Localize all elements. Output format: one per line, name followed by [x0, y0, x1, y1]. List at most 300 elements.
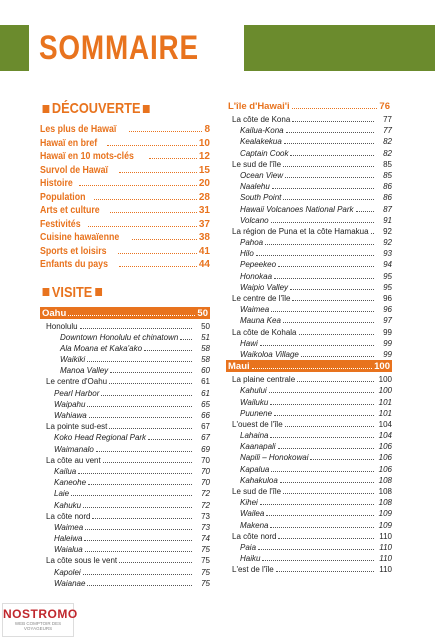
toc-row-page: 109: [378, 520, 392, 530]
maui-list: [226, 373, 392, 574]
leader-dots: [110, 204, 197, 213]
toc-row-page: 66: [201, 411, 210, 420]
toc-place[interactable]: [226, 147, 392, 158]
toc-entry-label: Les plus de Hawaï: [40, 124, 117, 135]
decouverte-list: [40, 123, 210, 272]
toc-row-label: Koko Head Regional Park: [54, 433, 147, 443]
leader-dots: [290, 281, 374, 290]
toc-place[interactable]: [40, 577, 210, 588]
toc-row-label: Hawi: [240, 338, 258, 348]
toc-row-page: 70: [201, 455, 210, 465]
toc-place[interactable]: [226, 552, 392, 563]
toc-row-page: 73: [201, 522, 210, 532]
section-oahu-page: 50: [197, 307, 208, 319]
toc-subsection[interactable]: [40, 320, 210, 331]
leader-dots: [301, 348, 374, 357]
toc-row-page: 100: [378, 386, 392, 396]
toc-place[interactable]: [226, 180, 392, 191]
leader-dots: [71, 487, 192, 496]
toc-entry-label: Survol de Hawaï: [40, 164, 108, 176]
toc-place[interactable]: [40, 443, 210, 454]
toc-row-page: 65: [201, 399, 210, 409]
toc-row-page: 99: [383, 338, 392, 348]
toc-place[interactable]: [40, 487, 210, 498]
leader-dots: [283, 485, 374, 494]
leader-dots: [274, 270, 374, 279]
toc-row-page: 60: [201, 366, 210, 376]
leader-dots: [276, 563, 374, 572]
leader-dots: [260, 337, 374, 346]
header: [0, 0, 435, 75]
leader-dots: [87, 398, 192, 407]
toc-row-label: Pahoa: [240, 238, 264, 248]
leader-dots: [132, 231, 197, 240]
leader-dots: [262, 552, 374, 561]
leader-dots: [119, 258, 197, 267]
toc-row-label: Kahului: [240, 386, 267, 396]
section-big-island-label: L'île d'Hawai'i: [228, 101, 290, 112]
big-island-list: [226, 113, 392, 359]
toc-place[interactable]: [226, 396, 392, 407]
toc-place[interactable]: [226, 203, 392, 214]
toc-row-label: Waipahu: [54, 399, 86, 409]
toc-row-page: 110: [379, 542, 392, 552]
toc-row-label: Le sud de l'île: [232, 487, 282, 496]
toc-row-page: 108: [378, 487, 392, 496]
toc-place[interactable]: [40, 364, 210, 375]
toc-row-label: La côte de Kohala: [232, 327, 297, 337]
toc-row-label: Honolulu: [46, 321, 78, 331]
toc-place[interactable]: [226, 440, 392, 451]
leader-dots: [266, 507, 374, 516]
toc-subsection[interactable]: [226, 530, 392, 541]
leader-dots: [85, 543, 192, 552]
toc-place[interactable]: [40, 476, 210, 487]
toc-row-label: Hawaii Volcanoes National Park: [240, 204, 354, 214]
toc-row-page: 101: [378, 408, 392, 418]
leader-dots: [89, 409, 192, 418]
toc-subsection[interactable]: [40, 454, 210, 465]
toc-entry-page: 37: [198, 218, 210, 230]
leader-dots: [283, 191, 374, 200]
logo-name: NOSTROMO: [3, 607, 78, 621]
toc-row-label: Waikiki: [60, 355, 86, 365]
toc-row-label: Waialua: [54, 545, 83, 555]
toc-entry[interactable]: [40, 231, 210, 245]
toc-place[interactable]: [40, 465, 210, 476]
leader-dots: [107, 137, 197, 146]
toc-row-label: Wahiawa: [54, 411, 87, 420]
toc-row-label: La côte nord: [46, 511, 91, 521]
toc-place[interactable]: [226, 407, 392, 418]
toc-subsection[interactable]: [40, 420, 210, 431]
leader-dots: [274, 407, 374, 416]
toc-subsection[interactable]: [40, 510, 210, 521]
toc-row-label: Makena: [240, 520, 269, 530]
toc-row-page: 70: [201, 466, 210, 476]
toc-row-label: Kealakekua: [240, 137, 282, 147]
toc-entry-page: 15: [198, 164, 210, 176]
toc-row-label: Lahaina: [240, 431, 269, 441]
toc-row-page: 75: [201, 545, 210, 555]
toc-subsection[interactable]: [226, 225, 392, 236]
logo-tagline: WEB COMPTOIR DES VOYAGEURS: [14, 621, 62, 631]
toc-entry[interactable]: [40, 218, 210, 232]
toc-row-label: Ala Moana et Kaka'ako: [60, 343, 143, 353]
leader-dots: [80, 320, 192, 329]
toc-entry-label: Hawaï en bref: [40, 137, 98, 149]
toc-place[interactable]: [40, 431, 210, 442]
leader-dots: [299, 326, 375, 335]
leader-dots: [283, 314, 374, 323]
leader-dots: [310, 451, 374, 460]
section-oahu[interactable]: [40, 307, 210, 319]
toc-row-label: Kaneohe: [54, 478, 87, 488]
square-bullet-icon: [43, 105, 50, 113]
toc-row-page: 91: [383, 215, 392, 225]
section-maui-page: 100: [374, 361, 390, 373]
toc-row-page: 108: [378, 498, 392, 508]
leader-dots: [284, 135, 374, 144]
leader-dots: [148, 431, 192, 440]
toc-row-label: Kailua-Kona: [240, 126, 284, 136]
toc-row-page: 87: [383, 204, 392, 214]
toc-row-label: South Point: [240, 193, 282, 203]
toc-entry-page: 41: [198, 245, 210, 257]
toc-row-label: Le sud de l'île: [232, 159, 282, 169]
leader-dots: [260, 496, 374, 505]
section-maui[interactable]: [226, 360, 392, 372]
leader-dots: [88, 218, 197, 227]
toc-row-label: Waianae: [54, 578, 86, 588]
toc-row-label: Hilo: [240, 249, 254, 259]
toc-entry-page: 38: [198, 232, 210, 243]
toc-row-label: L'est de l'île: [232, 565, 274, 575]
toc-place[interactable]: [226, 429, 392, 440]
section-oahu-label: Oahu: [42, 307, 67, 319]
toc-row-label: Wailuku: [240, 397, 269, 407]
toc-row-page: 72: [201, 489, 210, 499]
toc-row-label: Kailua: [54, 466, 77, 476]
toc-place[interactable]: [226, 384, 392, 395]
leader-dots: [270, 519, 374, 528]
leader-dots: [278, 530, 374, 539]
toc-row-label: L'ouest de l'île: [232, 419, 283, 429]
toc-place[interactable]: [226, 191, 392, 202]
toc-entry[interactable]: [40, 258, 210, 272]
leader-dots: [286, 124, 374, 133]
toc-row-page: 58: [201, 355, 210, 365]
toc-row-page: 74: [201, 534, 210, 544]
toc-row-label: Waimanalo: [54, 444, 94, 454]
toc-place[interactable]: [40, 532, 210, 543]
section-big-island-page: 76: [379, 101, 390, 112]
toc-entry-label: Enfants du pays: [40, 259, 108, 270]
toc-row-label: Kahuku: [54, 500, 82, 510]
toc-entry-label: Population: [40, 191, 86, 203]
toc-subsection[interactable]: [40, 554, 210, 565]
toc-entry-label: Sports et loisirs: [40, 245, 107, 257]
toc-row-label: Mauna Kea: [240, 316, 281, 326]
leader-dots: [87, 353, 192, 362]
leader-dots: [285, 169, 374, 178]
leader-dots: [119, 164, 197, 173]
toc-row-label: Wailea: [240, 509, 265, 519]
toc-place[interactable]: [226, 281, 392, 292]
square-bullet-icon: [95, 288, 102, 296]
toc-row-label: Kaanapali: [240, 442, 276, 452]
toc-entry-label: Arts et culture: [40, 205, 100, 216]
toc-place[interactable]: [226, 451, 392, 462]
toc-place[interactable]: [40, 398, 210, 409]
toc-entry-page: 8: [204, 124, 210, 135]
leader-dots: [270, 429, 374, 438]
toc-row-page: 61: [201, 377, 210, 387]
leader-dots: [118, 245, 197, 254]
toc-row-page: 99: [383, 349, 392, 359]
toc-row-label: Napili – Honokowai: [240, 453, 309, 463]
toc-entry-page: 28: [198, 191, 210, 203]
toc-row-page: 109: [378, 509, 392, 519]
toc-row-page: 75: [201, 567, 210, 577]
toc-place[interactable]: [226, 135, 392, 146]
leader-dots: [87, 577, 192, 586]
toc-place[interactable]: [226, 519, 392, 530]
toc-row-page: 86: [383, 182, 392, 192]
toc-row-label: Waimea: [54, 522, 84, 532]
toc-row-label: Waimea: [240, 305, 270, 315]
toc-place[interactable]: [40, 566, 210, 577]
toc-row-page: 86: [383, 193, 392, 203]
toc-place[interactable]: [226, 348, 392, 359]
leader-dots: [180, 331, 192, 340]
toc-place[interactable]: [40, 342, 210, 353]
toc-row-label: La côte nord: [232, 531, 277, 541]
toc-entry-page: 20: [198, 178, 210, 189]
toc-place[interactable]: [226, 247, 392, 258]
toc-row-page: 104: [378, 431, 392, 441]
toc-entry[interactable]: [40, 150, 210, 164]
leader-dots: [109, 375, 192, 384]
toc-place[interactable]: [226, 507, 392, 518]
toc-row-label: Le centre d'Oahu: [46, 377, 108, 387]
toc-row-label: Pearl Harbor: [54, 388, 100, 398]
toc-row-label: Puunene: [240, 408, 273, 418]
toc-row-page: 70: [201, 478, 210, 488]
toc-place[interactable]: [40, 353, 210, 364]
toc-row-page: 82: [383, 137, 392, 147]
toc-row-page: 108: [378, 475, 392, 485]
toc-place[interactable]: [226, 463, 392, 474]
toc-row-page: 110: [379, 565, 392, 575]
toc-place[interactable]: [226, 303, 392, 314]
toc-subsection[interactable]: [226, 418, 392, 429]
leader-dots: [265, 236, 374, 245]
leader-dots: [292, 292, 374, 301]
toc-subsection[interactable]: [226, 373, 392, 384]
toc-place[interactable]: [40, 409, 210, 420]
toc-row-page: 69: [201, 444, 210, 454]
toc-row-label: Kahakuloa: [240, 475, 278, 485]
leader-dots: [88, 476, 192, 485]
leader-dots: [92, 510, 192, 519]
decouverte-heading-label: DÉCOUVERTE: [51, 100, 141, 117]
leader-dots: [96, 443, 192, 452]
toc-row-label: Naalehu: [240, 182, 270, 192]
toc-row-label: Volcano: [240, 215, 269, 225]
toc-entry[interactable]: [40, 245, 210, 259]
right-column: [226, 100, 392, 575]
toc-place[interactable]: [226, 169, 392, 180]
toc-subsection[interactable]: [226, 158, 392, 169]
toc-entry-label: Festivités: [40, 218, 81, 230]
toc-entry-label: Histoire: [40, 178, 73, 189]
leader-dots: [68, 307, 195, 316]
leader-dots: [79, 177, 197, 186]
leader-dots: [144, 342, 192, 351]
leader-dots: [356, 203, 374, 212]
oahu-list: [40, 320, 210, 589]
toc-row-label: Downtown Honolulu et chinatown: [60, 332, 179, 342]
leader-dots: [83, 566, 192, 575]
toc-entry[interactable]: [40, 191, 210, 205]
leader-dots: [285, 418, 374, 427]
leader-dots: [256, 247, 374, 256]
leader-dots: [270, 396, 374, 405]
toc-row-page: 101: [378, 397, 392, 407]
toc-place[interactable]: [226, 541, 392, 552]
visite-heading: [40, 284, 185, 301]
leader-dots: [78, 465, 192, 474]
toc-row-page: 110: [379, 554, 392, 564]
toc-entry-page: 12: [198, 151, 210, 162]
toc-subsection[interactable]: [226, 485, 392, 496]
toc-row-page: 94: [383, 260, 392, 270]
leader-dots: [94, 191, 197, 200]
toc-row-page: 77: [383, 115, 392, 124]
toc-subsection[interactable]: [226, 113, 392, 124]
toc-entry[interactable]: [40, 137, 210, 151]
toc-row-page: 82: [383, 148, 392, 158]
toc-entry[interactable]: [40, 164, 210, 178]
leader-dots: [149, 150, 197, 159]
toc-row-page: 99: [383, 327, 392, 337]
toc-row-page: 75: [201, 556, 210, 566]
toc-row-label: Kapalua: [240, 464, 270, 474]
square-bullet-icon: [143, 105, 150, 113]
toc-entry[interactable]: [40, 204, 210, 218]
toc-place[interactable]: [226, 236, 392, 247]
leader-dots: [252, 360, 373, 369]
nostromo-logo: [2, 603, 78, 637]
leader-dots: [110, 364, 192, 373]
toc-row-page: 106: [378, 442, 392, 452]
square-bullet-icon: [43, 288, 50, 296]
toc-row-page: 96: [383, 294, 392, 303]
leader-dots: [258, 541, 374, 550]
leader-dots: [280, 474, 374, 483]
toc-place[interactable]: [226, 496, 392, 507]
leader-dots: [278, 440, 374, 449]
toc-place[interactable]: [226, 270, 392, 281]
toc-row-label: Pepeekeo: [240, 260, 277, 270]
leader-dots: [292, 113, 374, 122]
toc-place[interactable]: [40, 543, 210, 554]
toc-place[interactable]: [226, 124, 392, 135]
toc-place[interactable]: [40, 499, 210, 510]
toc-row-label: Le centre de l'île: [232, 294, 291, 303]
page-title: SOMMAIRE: [39, 28, 199, 67]
toc-row-label: Kapolei: [54, 567, 81, 577]
toc-row-page: 85: [383, 170, 392, 180]
toc-place[interactable]: [226, 474, 392, 485]
leader-dots: [278, 258, 374, 267]
toc-entry[interactable]: [40, 177, 210, 191]
toc-row-label: Captain Cook: [240, 148, 289, 158]
leader-dots: [103, 454, 192, 463]
toc-entry-page: 44: [198, 259, 210, 270]
leader-dots: [83, 499, 192, 508]
toc-row-page: 85: [383, 159, 392, 169]
toc-row-page: 72: [201, 500, 210, 510]
left-column: [40, 100, 210, 588]
section-maui-label: Maui: [228, 361, 250, 373]
toc-row-page: 95: [383, 271, 392, 281]
toc-entry[interactable]: [40, 123, 210, 137]
toc-subsection[interactable]: [226, 326, 392, 337]
toc-row-page: 106: [378, 464, 392, 474]
toc-row-page: 67: [201, 422, 210, 432]
toc-place[interactable]: [40, 387, 210, 398]
toc-place[interactable]: [40, 521, 210, 532]
toc-row-page: 67: [201, 433, 210, 443]
leader-dots: [297, 373, 374, 382]
toc-row-page: 100: [378, 375, 392, 385]
leader-dots: [371, 225, 374, 234]
toc-row-label: Ocean View: [240, 170, 283, 180]
toc-subsection[interactable]: [40, 375, 210, 386]
toc-row-page: 106: [378, 453, 392, 463]
toc-row-label: Honokaa: [240, 271, 273, 281]
toc-row-label: Waikoloa Village: [240, 349, 299, 359]
toc-row-label: La côte sous le vent: [46, 556, 118, 566]
section-big-island[interactable]: [226, 100, 392, 112]
toc-row-page: 110: [379, 531, 392, 541]
leader-dots: [129, 123, 203, 132]
leader-dots: [271, 214, 374, 223]
toc-row-label: Waipio Valley: [240, 282, 289, 292]
toc-entry-label: Hawaï en 10 mots-clés: [40, 151, 134, 162]
toc-entry-label: Cuisine hawaïenne: [40, 232, 120, 243]
toc-row-page: 73: [201, 511, 210, 521]
toc-place[interactable]: [40, 331, 210, 342]
toc-place[interactable]: [226, 258, 392, 269]
visite-heading-label: VISITE: [51, 283, 93, 301]
toc-row-label: La côte au vent: [46, 455, 101, 465]
toc-row-page: 97: [383, 316, 392, 326]
toc-place[interactable]: [226, 314, 392, 325]
toc-place[interactable]: [226, 214, 392, 225]
toc-row-page: 96: [383, 305, 392, 315]
toc-subsection[interactable]: [226, 563, 392, 574]
toc-row-page: 58: [201, 343, 210, 353]
toc-row-page: 50: [201, 321, 210, 331]
leader-dots: [272, 180, 374, 189]
toc-subsection[interactable]: [226, 292, 392, 303]
toc-row-page: 93: [383, 249, 392, 259]
toc-row-label: Kihei: [240, 498, 258, 508]
toc-place[interactable]: [226, 337, 392, 348]
